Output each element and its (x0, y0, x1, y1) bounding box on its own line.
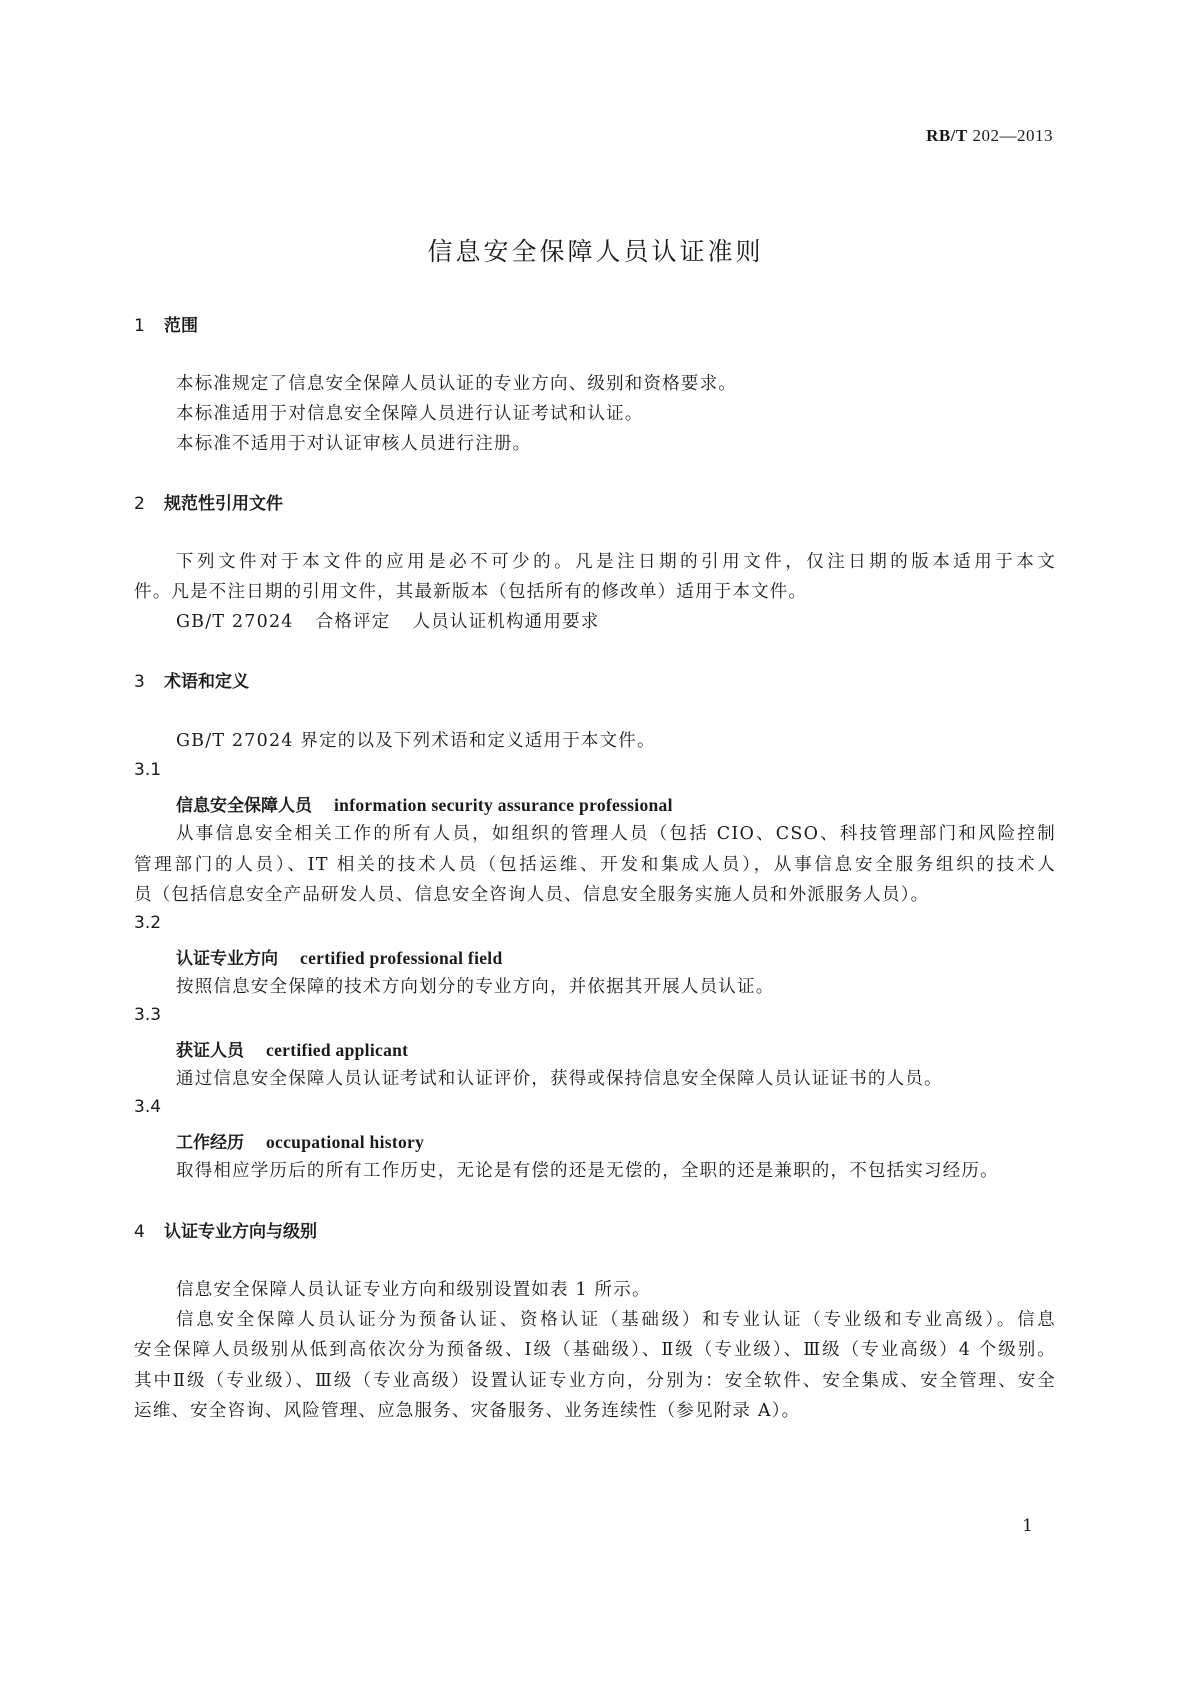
paragraph: GB/T 27024 界定的以及下列术语和定义适用于本文件。 (176, 731, 656, 751)
document-code (926, 126, 1053, 146)
section-number: 3 (134, 672, 145, 692)
term-english: occupational history (266, 1132, 425, 1152)
reference-title-a: 合格评定 (315, 612, 391, 632)
definition-line: 员（包括信息安全产品研发人员、信息安全咨询人员、信息安全服务实施人员和外派服务人员）。 (134, 885, 930, 905)
section-number: 2 (134, 494, 145, 514)
term-number: 3.1 (134, 760, 162, 780)
term-heading (176, 944, 503, 969)
reference-code: GB/T 27024 (176, 612, 294, 632)
section-heading-1 (134, 311, 198, 336)
term-english: information security assurance professional (334, 795, 673, 815)
paragraph-line: 安全保障人员级别从低到高依次分为预备级、Ⅰ级（基础级）、Ⅱ级（专业级）、Ⅲ级（专业高级）4 个级别。 (134, 1340, 1056, 1360)
term-heading (176, 1036, 408, 1061)
term-chinese: 信息安全保障人员 (176, 796, 312, 816)
reference-title-b: 人员认证机构通用要求 (412, 612, 600, 632)
document-title: 信息安全保障人员认证准则 (427, 237, 764, 266)
paragraph: 本标准规定了信息安全保障人员认证的专业方向、级别和资格要求。 (176, 374, 737, 394)
standard-number: 202—2013 (972, 126, 1053, 145)
page-number: 1 (1022, 1516, 1033, 1536)
definition-line: 按照信息安全保障的技术方向划分的专业方向，并依据其开展人员认证。 (176, 977, 775, 997)
section-heading-4 (134, 1217, 317, 1242)
term-number: 3.2 (134, 913, 162, 933)
paragraph: 本标准不适用于对认证审核人员进行注册。 (176, 434, 532, 454)
paragraph-continuation: 件。凡是不注日期的引用文件，其最新版本（包括所有的修改单）适用于本文件。 (134, 582, 808, 602)
section-heading-3 (134, 667, 249, 692)
term-chinese: 认证专业方向 (176, 949, 278, 969)
paragraph: 本标准适用于对信息安全保障人员进行认证考试和认证。 (176, 404, 644, 424)
term-english: certified professional field (300, 948, 503, 968)
paragraph-line: 其中Ⅱ级（专业级）、Ⅲ级（专业高级）设置认证专业方向，分别为：安全软件、安全集成、安全管理、安全 (134, 1371, 1056, 1391)
term-number: 3.3 (134, 1005, 162, 1025)
section-title: 术语和定义 (164, 672, 249, 692)
section-title: 规范性引用文件 (164, 494, 283, 514)
paragraph: 下列文件对于本文件的应用是必不可少的。凡是注日期的引用文件，仅注日期的版本适用于本文 (176, 552, 1056, 572)
section-number: 4 (134, 1222, 145, 1242)
term-chinese: 获证人员 (176, 1041, 244, 1061)
standard-prefix: RB/T (926, 126, 968, 145)
paragraph: 信息安全保障人员认证专业方向和级别设置如表 1 所示。 (176, 1280, 651, 1300)
term-heading (176, 1128, 424, 1153)
section-number: 1 (134, 316, 145, 336)
definition-line: 从事信息安全相关工作的所有人员，如组织的管理人员（包括 CIO、CSO、科技管理部门和风险控制 (176, 824, 1056, 844)
paragraph-line: 运维、安全咨询、风险管理、应急服务、灾备服务、业务连续性（参见附录 A）。 (134, 1401, 801, 1421)
paragraph-line: 信息安全保障人员认证分为预备认证、资格认证（基础级）和专业认证（专业级和专业高级）。信息 (176, 1310, 1056, 1330)
section-title: 认证专业方向与级别 (164, 1222, 317, 1242)
term-english: certified applicant (266, 1040, 409, 1060)
definition-line: 管理部门的人员）、IT 相关的技术人员（包括运维、开发和集成人员），从事信息安全服务组织的技术人 (134, 855, 1056, 875)
term-heading (176, 791, 673, 816)
section-heading-2 (134, 489, 283, 514)
normative-reference (176, 608, 599, 633)
definition-line: 通过信息安全保障人员认证考试和认证评价，获得或保持信息安全保障人员认证证书的人员。 (176, 1069, 943, 1089)
section-title: 范围 (164, 316, 198, 336)
term-number: 3.4 (134, 1097, 162, 1117)
term-chinese: 工作经历 (176, 1133, 244, 1153)
definition-line: 取得相应学历后的所有工作历史，无论是有偿的还是无偿的，全职的还是兼职的，不包括实习经历。 (176, 1161, 999, 1181)
